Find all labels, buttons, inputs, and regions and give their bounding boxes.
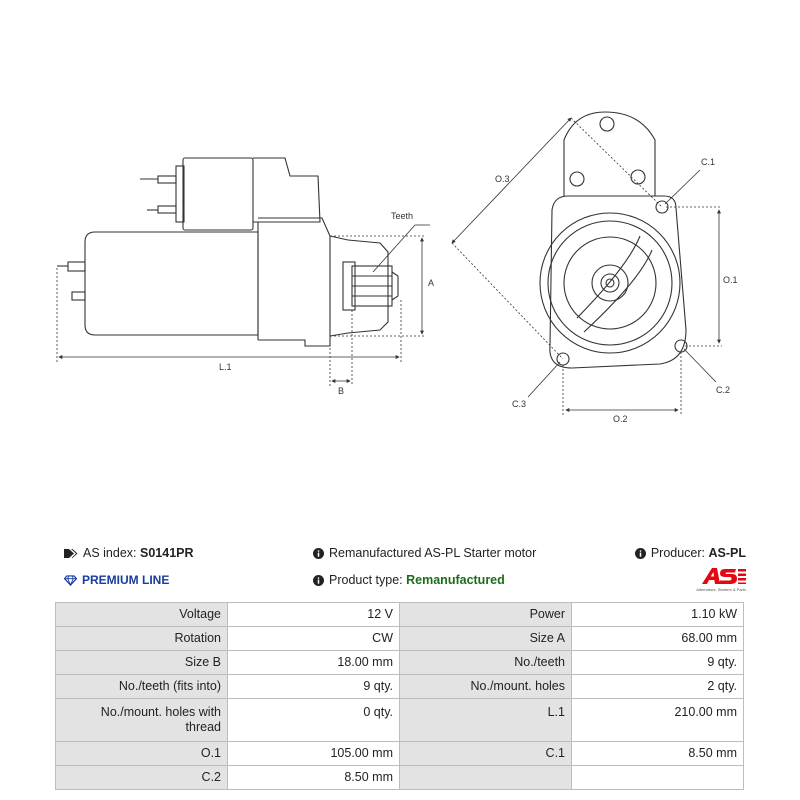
dim-a-label: A [428,278,435,288]
dim-o1-label: O.1 [723,275,738,285]
spec-label: No./mount. holes [400,675,572,699]
info-icon [313,548,324,559]
side-view [57,158,398,346]
spec-value: 18.00 mm [228,651,400,675]
as-index-label: AS index: [83,546,137,560]
dim-c1-label: C.1 [701,157,716,167]
product-type [313,573,505,587]
spec-value: 0 qty. [228,699,400,742]
spec-value: 9 qty. [572,651,744,675]
dim-c3-label: C.3 [512,399,527,409]
producer-label: Producer: [650,546,706,560]
table-row [56,675,744,699]
dim-o3-label: O.3 [495,174,510,184]
spec-value: 9 qty. [228,675,400,699]
dim-c2-label: C.2 [716,385,731,395]
diamond-icon [64,575,77,586]
teeth-label: Teeth [391,211,414,221]
as-index [64,546,194,560]
producer-value: AS-PL [708,546,746,560]
spec-value [572,766,744,790]
table-row [56,699,744,742]
spec-value: 1.10 kW [572,603,744,627]
product-description [313,546,536,560]
spec-label: Size A [400,627,572,651]
spec-value: 8.50 mm [228,766,400,790]
spec-label: No./mount. holes with thread [56,699,228,742]
spec-label: L.1 [400,699,572,742]
spec-value: 68.00 mm [572,627,744,651]
premium-line-badge [64,573,169,587]
premium-line-text: PREMIUM LINE [82,573,170,587]
product-type-label: Product type: [329,573,403,587]
table-row [56,766,744,790]
spec-label: O.1 [56,742,228,766]
as-logo-mark [680,566,746,588]
spec-value: CW [228,627,400,651]
spec-value: 8.50 mm [572,742,744,766]
spec-label: C.1 [400,742,572,766]
spec-label: No./teeth [400,651,572,675]
table-row [56,603,744,627]
as-logo [680,566,746,594]
spec-value: 105.00 mm [228,742,400,766]
spec-value: 12 V [228,603,400,627]
spec-label [400,766,572,790]
logo-subtext: Alternators, Starters & Parts [696,587,746,592]
spec-label: C.2 [56,766,228,790]
dim-l1-label: L.1 [219,362,232,372]
front-dimensions [452,118,722,415]
info-icon [635,548,646,559]
spec-label: No./teeth (fits into) [56,675,228,699]
specifications-table [55,602,744,790]
as-index-value: S0141PR [140,546,194,560]
spec-value: 2 qty. [572,675,744,699]
product-type-value: Remanufactured [406,573,505,587]
producer [635,546,746,560]
table-row [56,742,744,766]
tags-icon [64,548,78,559]
table-row [56,651,744,675]
front-view [540,112,687,368]
info-icon [313,575,324,586]
dim-b-label: B [338,386,345,396]
spec-label: Voltage [56,603,228,627]
spec-label: Power [400,603,572,627]
table-row [56,627,744,651]
description-text: Remanufactured AS-PL Starter motor [329,546,537,560]
spec-label: Size B [56,651,228,675]
spec-label: Rotation [56,627,228,651]
dim-o2-label: O.2 [613,414,628,424]
spec-value: 210.00 mm [572,699,744,742]
